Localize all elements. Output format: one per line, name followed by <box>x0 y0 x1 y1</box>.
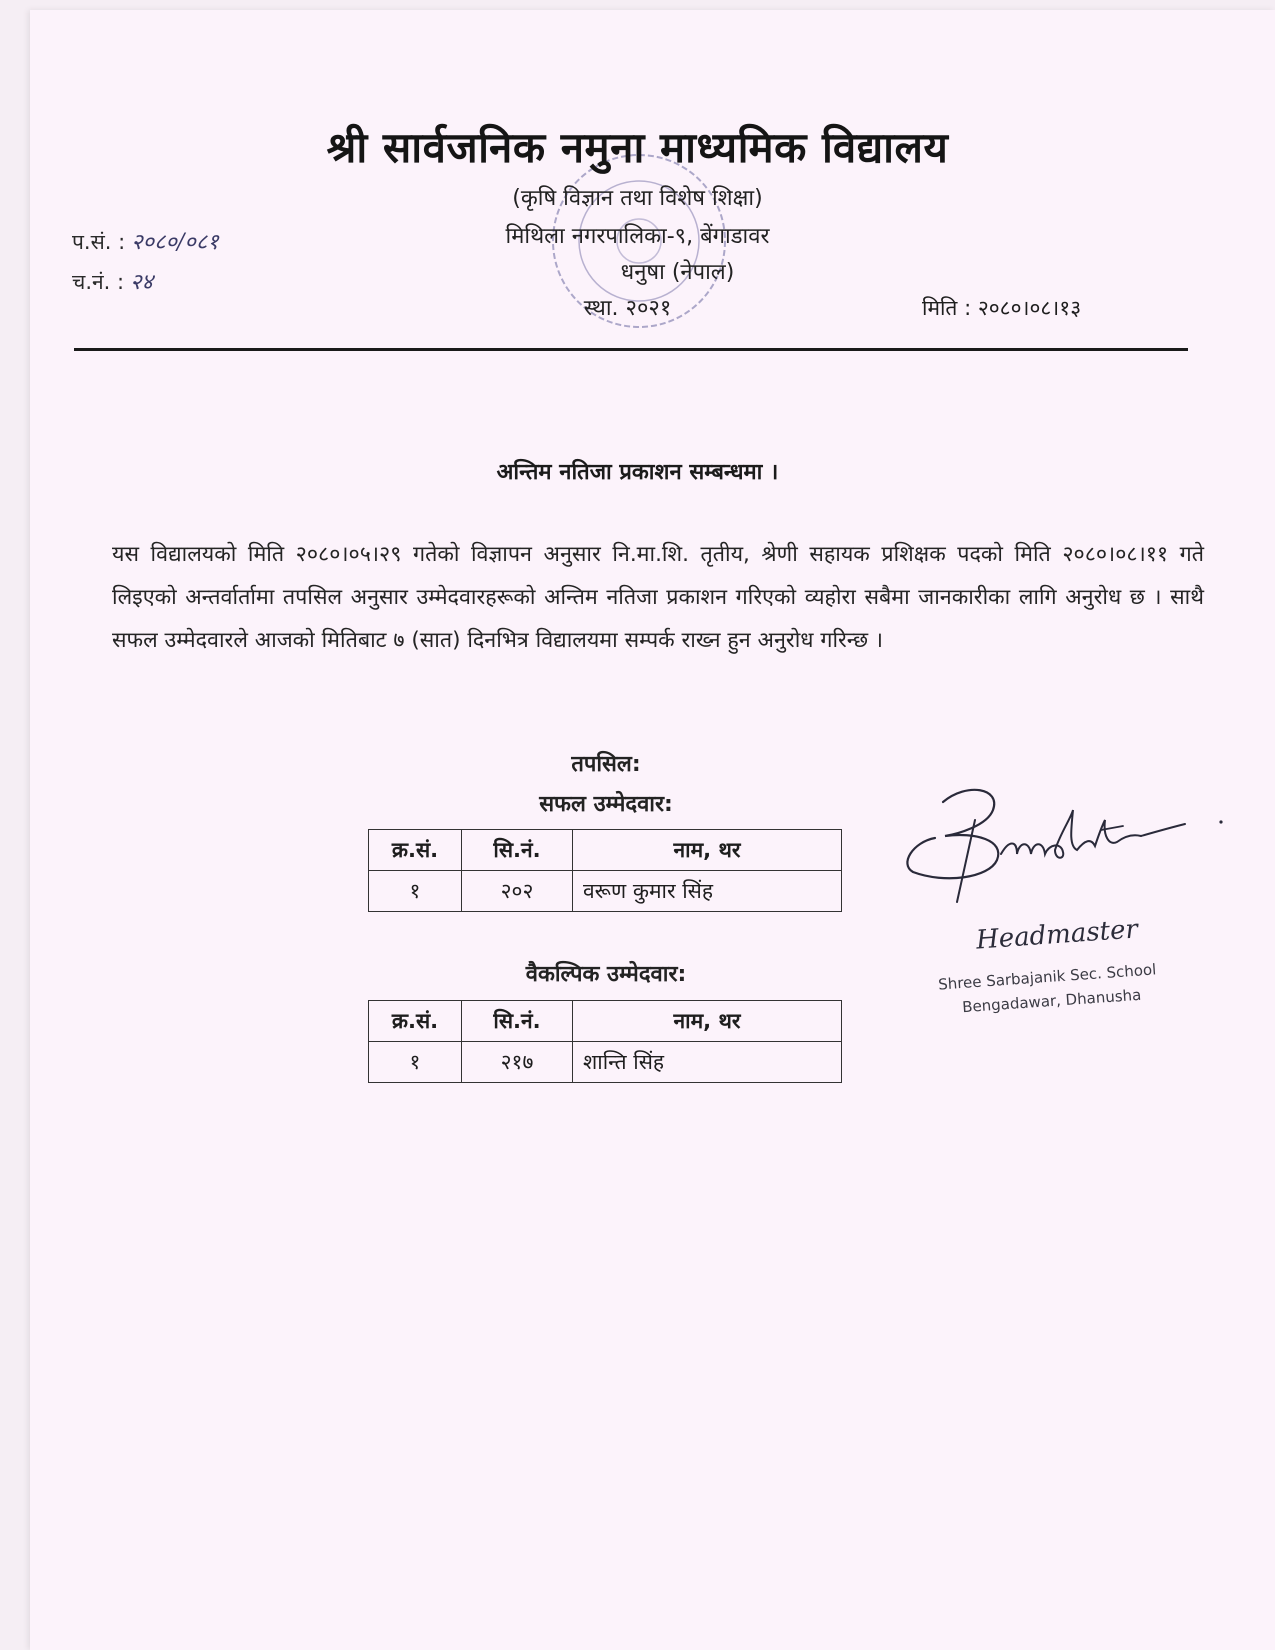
dispatch-label: च.नं. : <box>72 270 125 294</box>
column-header-serial: क्र.सं. <box>369 1001 462 1042</box>
cell-serial: १ <box>369 871 462 912</box>
reference-number <box>72 226 219 256</box>
alternate-candidates-table <box>368 1000 842 1083</box>
column-header-symbol: सि.नं. <box>462 1001 573 1042</box>
cell-symbol: २१७ <box>462 1042 573 1083</box>
reference-label: प.सं. : <box>72 230 126 254</box>
table-header-row <box>369 830 842 871</box>
alternate-heading: वैकल्पिक उम्मेदवार: <box>525 962 687 987</box>
column-header-name: नाम, थर <box>573 830 842 871</box>
column-header-serial: क्र.सं. <box>369 830 462 871</box>
cell-name: वरूण कुमार सिंह <box>573 871 842 912</box>
school-established: स्था. २०२१ <box>583 296 672 321</box>
letter-date: मिति : २०८०।०८।१३ <box>922 296 1082 320</box>
successful-candidates-table <box>368 829 842 912</box>
school-address: मिथिला नगरपालिका-९, बेंगाडावर <box>505 224 770 249</box>
school-district: धनुषा (नेपाल) <box>620 260 735 285</box>
reference-value: २०८०/०८१ <box>131 230 219 255</box>
schedule-heading: तपसिल: <box>571 752 641 777</box>
table-header-row <box>369 1001 842 1042</box>
header-divider <box>74 348 1188 351</box>
school-name: श्री सार्वजनिक नमुना माध्यमिक विद्यालय <box>326 123 949 172</box>
dispatch-value: २४ <box>130 270 153 295</box>
headmaster-signature <box>905 780 1235 910</box>
dispatch-number <box>72 266 153 296</box>
column-header-name: नाम, थर <box>573 1001 842 1042</box>
column-header-symbol: सि.नं. <box>462 830 573 871</box>
signatory-place: Bengadawar, Dhanusha <box>961 985 1142 1017</box>
letter-body: यस विद्यालयको मिति २०८०।०५।२९ गतेको विज्ञापन अनुसार नि.मा.शि. तृतीय, श्रेणी सहायक प्रशिक्षक पदको मिति २०८०।०८।११ गते लिइएको अन्तर्वार्तामा तपसिल अनुसार उम्मेदवारहरूको अन्तिम नतिजा प्रकाशन गरिएको व्यहोरा सबैमा जानकारीका लागि अनुरोध छ । साथै सफल उम्मेदवारले आजको मितिबाट ७ (सात) दिनभित्र विद्यालयमा सम्पर्क राख्न हुन अनुरोध गरिन्छ । <box>112 542 1204 653</box>
signatory-school: Shree Sarbajanik Sec. School <box>937 960 1157 994</box>
successful-heading: सफल उम्मेदवार: <box>539 792 673 817</box>
cell-symbol: २०२ <box>462 871 573 912</box>
table-row <box>369 871 842 912</box>
signatory-designation: Headmaster <box>975 914 1139 956</box>
letter-subject: अन्तिम नतिजा प्रकाशन सम्बन्धमा । <box>496 460 779 485</box>
cell-name: शान्ति सिंह <box>573 1042 842 1083</box>
cell-serial: १ <box>369 1042 462 1083</box>
school-subtitle: (कृषि विज्ञान तथा विशेष शिक्षा) <box>512 186 763 211</box>
table-row <box>369 1042 842 1083</box>
